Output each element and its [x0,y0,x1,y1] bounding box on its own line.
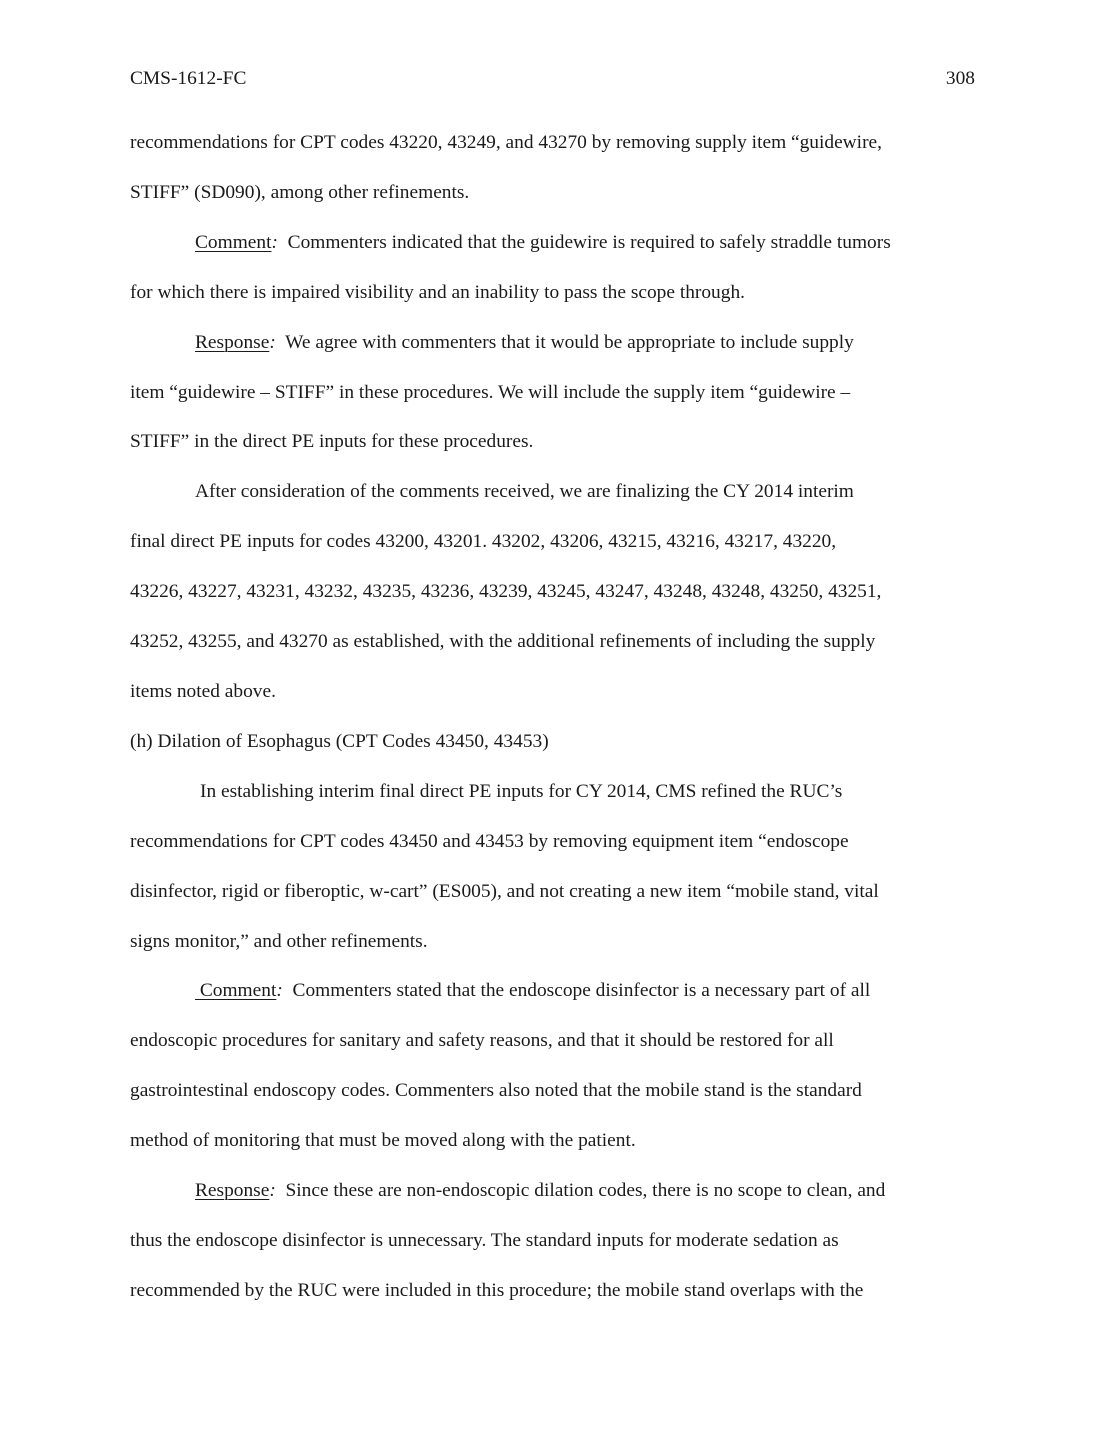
body-line: endoscopic procedures for sanitary and safety reasons, and that it should be restored for all [130,1030,834,1052]
body-line: 43252, 43255, and 43270 as established, with the additional refinements of including the supply [130,631,876,653]
comment-text: Commenters stated that the endoscope disinfector is a necessary part of all [282,980,871,1002]
body-line: recommendations for CPT codes 43220, 43249, and 43270 by removing supply item “guidewire, [130,132,882,153]
comment-paragraph-start [130,966,975,1016]
body-line: STIFF” in the direct PE inputs for these procedures. [130,431,534,453]
document-body [130,118,975,1316]
page-header [130,66,975,92]
body-line: items noted above. [130,680,276,702]
body-line: 43226, 43227, 43231, 43232, 43235, 43236, 43239, 43245, 43247, 43248, 43248, 43250, 43251, [130,581,882,603]
response-paragraph-start [130,318,975,368]
response-text: We agree with commenters that it would be appropriate to include supply [275,331,854,353]
body-line: gastrointestinal endoscopy codes. Commenters also noted that the mobile stand is the standard [130,1080,862,1102]
comment-paragraph-start [130,218,975,268]
response-label: Response [195,1180,270,1202]
page-number: 308 [945,68,975,89]
body-line: recommended by the RUC were included in this procedure; the mobile stand overlaps with the [130,1279,864,1301]
body-line: signs monitor,” and other refinements. [130,930,428,952]
response-text: Since these are non-endoscopic dilation codes, there is no scope to clean, and [275,1180,886,1202]
label-colon: : [271,231,278,253]
body-line: In establishing interim final direct PE inputs for CY 2014, CMS refined the RUC’s [200,780,843,802]
comment-label: Comment [195,231,272,253]
body-line: final direct PE inputs for codes 43200, 43201. 43202, 43206, 43215, 43216, 43217, 43220, [130,531,837,553]
body-line: recommendations for CPT codes 43450 and 43453 by removing equipment item “endoscope [130,830,849,852]
body-line: thus the endoscope disinfector is unnecessary. The standard inputs for moderate sedation as [130,1229,839,1251]
body-line: STIFF” (SD090), among other refinements. [130,181,470,203]
body-line: disinfector, rigid or fiberoptic, w-cart” (ES005), and not creating a new item “mobile stand, vital [130,880,879,902]
body-line: After consideration of the comments received, we are finalizing the CY 2014 interim [195,481,854,503]
label-colon: : [269,331,276,353]
label-colon: : [276,980,283,1002]
response-label: Response [195,331,270,353]
comment-label: Comment [195,980,277,1002]
document-id: CMS-1612-FC [130,68,247,89]
section-heading: (h) Dilation of Esophagus (CPT Codes 43450, 43453) [130,730,549,752]
label-colon: : [269,1180,276,1202]
response-paragraph-start [130,1166,975,1216]
body-line: item “guidewire – STIFF” in these procedures. We will include the supply item “guidewire – [130,381,851,403]
body-line: for which there is impaired visibility and an inability to pass the scope through. [130,281,745,303]
body-line: method of monitoring that must be moved along with the patient. [130,1130,636,1152]
comment-text: Commenters indicated that the guidewire is required to safely straddle tumors [277,231,891,253]
